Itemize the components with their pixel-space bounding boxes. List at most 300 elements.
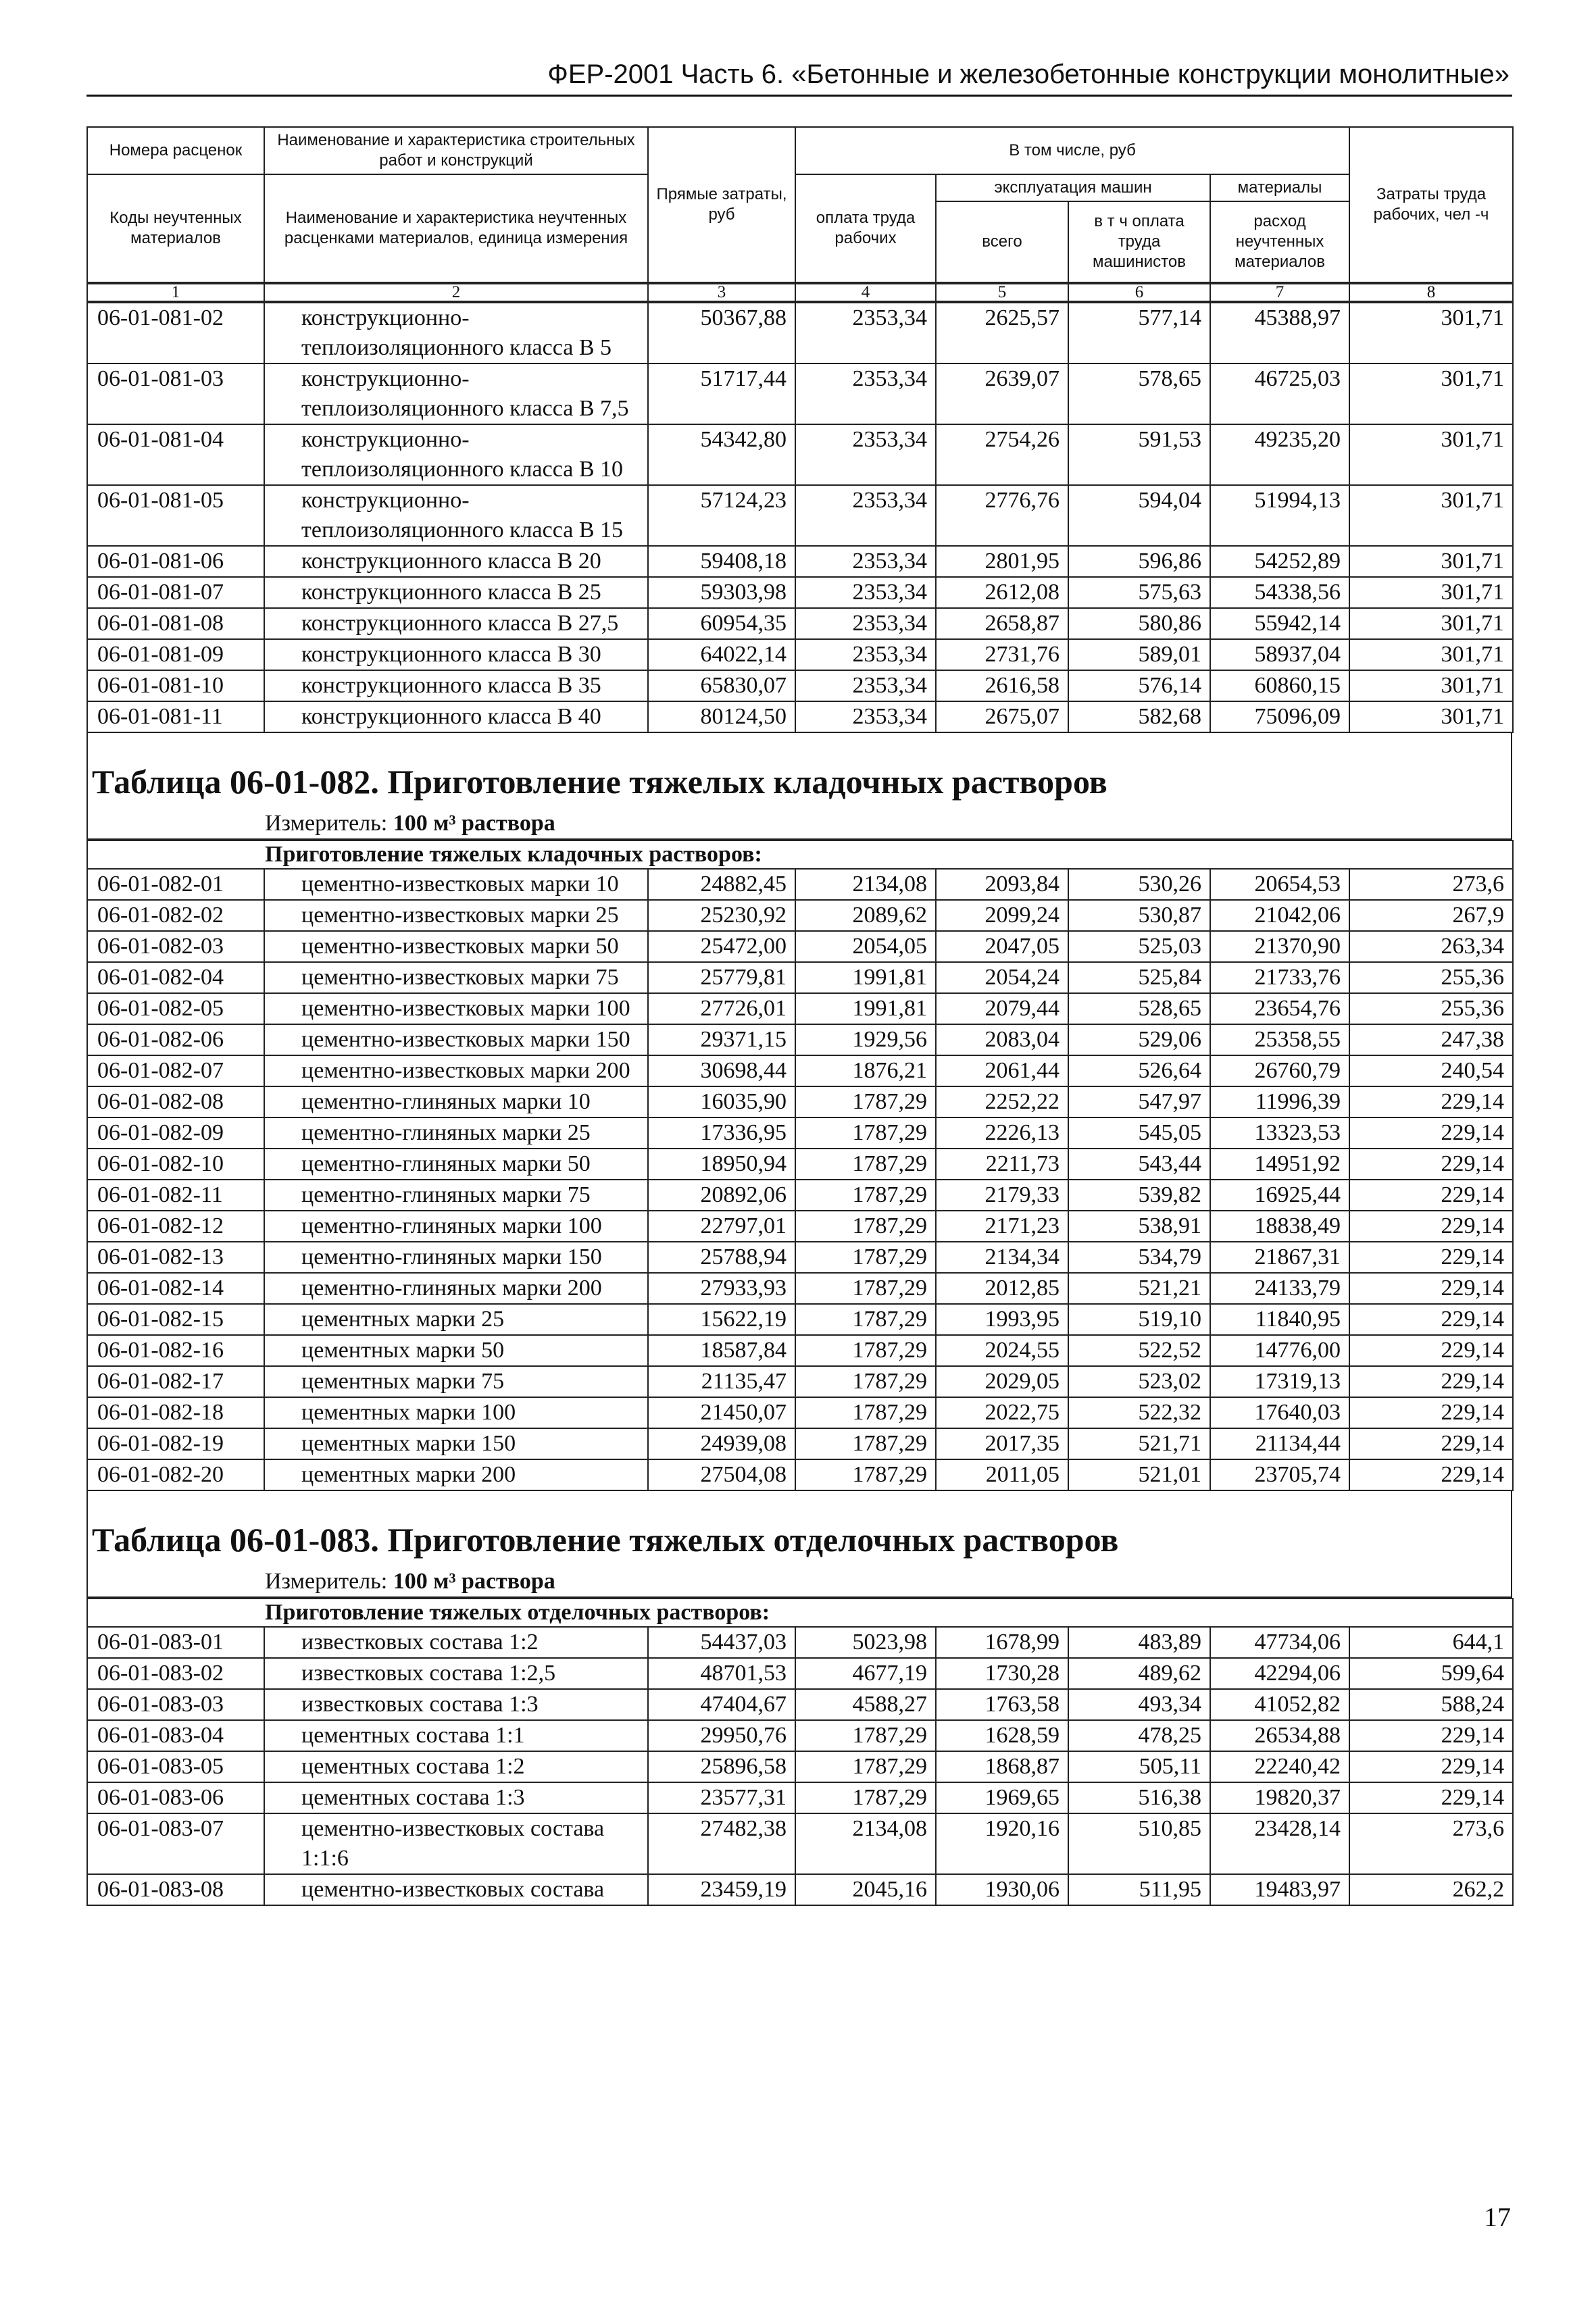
labor-cost: 229,14 xyxy=(1349,1304,1513,1335)
table-083-subheading: Приготовление тяжелых отделочных растворов: xyxy=(87,1599,1513,1627)
materials: 75096,09 xyxy=(1210,701,1349,732)
machinist-pay: 521,21 xyxy=(1068,1273,1210,1304)
labor-cost: 229,14 xyxy=(1349,1242,1513,1273)
direct-costs: 30698,44 xyxy=(648,1055,795,1086)
table-row xyxy=(87,1024,1513,1055)
machinist-pay: 523,02 xyxy=(1068,1366,1210,1397)
labor-cost: 229,14 xyxy=(1349,1751,1513,1782)
direct-costs: 18587,84 xyxy=(648,1335,795,1366)
materials: 25358,55 xyxy=(1210,1024,1349,1055)
work-name: конструкционного класса В 20 xyxy=(264,546,648,577)
direct-costs: 51717,44 xyxy=(648,363,795,424)
labor-pay: 1787,29 xyxy=(795,1086,936,1117)
work-name: цементно-известковых марки 10 xyxy=(264,869,648,900)
unit-prefix: Измеритель: xyxy=(265,811,393,836)
labor-pay: 1787,29 xyxy=(795,1397,936,1428)
direct-costs: 54437,03 xyxy=(648,1627,795,1658)
machinist-pay: 539,82 xyxy=(1068,1180,1210,1211)
machine-total: 2171,23 xyxy=(936,1211,1068,1242)
rate-code: 06-01-081-05 xyxy=(87,485,264,546)
table-082-section xyxy=(86,733,1512,840)
machine-total: 1763,58 xyxy=(936,1689,1068,1720)
labor-pay: 2089,62 xyxy=(795,900,936,931)
direct-costs: 57124,23 xyxy=(648,485,795,546)
table-row xyxy=(87,1304,1513,1335)
work-name: цементно-известковых состава xyxy=(264,1874,648,1905)
labor-pay: 1787,29 xyxy=(795,1180,936,1211)
labor-pay: 1787,29 xyxy=(795,1751,936,1782)
rates-table-082-body xyxy=(87,869,1513,1490)
direct-costs: 25472,00 xyxy=(648,931,795,962)
labor-cost: 229,14 xyxy=(1349,1273,1513,1304)
labor-pay: 1787,29 xyxy=(795,1304,936,1335)
header-in-total: В том числе, руб xyxy=(795,127,1349,174)
direct-costs: 80124,50 xyxy=(648,701,795,732)
table-row xyxy=(87,1211,1513,1242)
machine-total: 2801,95 xyxy=(936,546,1068,577)
rate-code: 06-01-082-07 xyxy=(87,1055,264,1086)
header-machinist-pay: в т ч оплата труда машинистов xyxy=(1068,201,1210,282)
table-row xyxy=(87,1273,1513,1304)
machinist-pay: 594,04 xyxy=(1068,485,1210,546)
direct-costs: 27933,93 xyxy=(648,1273,795,1304)
machine-total: 1628,59 xyxy=(936,1720,1068,1751)
work-name: конструкционно-теплоизоляционного класса В 10 xyxy=(264,424,648,485)
rate-code: 06-01-081-06 xyxy=(87,546,264,577)
labor-cost: 301,71 xyxy=(1349,608,1513,639)
table-row xyxy=(87,931,1513,962)
labor-pay: 1787,29 xyxy=(795,1211,936,1242)
rate-code: 06-01-082-10 xyxy=(87,1149,264,1180)
rate-code: 06-01-081-07 xyxy=(87,577,264,608)
labor-cost: 229,14 xyxy=(1349,1782,1513,1813)
direct-costs: 25779,81 xyxy=(648,962,795,993)
table-row xyxy=(87,1689,1513,1720)
header-name-bottom: Наименование и характеристика неучтенных расценками материалов, единица измерения xyxy=(264,174,648,282)
materials: 17640,03 xyxy=(1210,1397,1349,1428)
machine-total: 2776,76 xyxy=(936,485,1068,546)
table-row xyxy=(87,1627,1513,1658)
rate-code: 06-01-083-04 xyxy=(87,1720,264,1751)
table-row xyxy=(87,1813,1513,1874)
materials: 41052,82 xyxy=(1210,1689,1349,1720)
materials: 21733,76 xyxy=(1210,962,1349,993)
labor-cost: 229,14 xyxy=(1349,1459,1513,1490)
table-083-unit xyxy=(88,1567,1511,1598)
labor-cost: 301,71 xyxy=(1349,701,1513,732)
work-name: цементных состава 1:3 xyxy=(264,1782,648,1813)
direct-costs: 29950,76 xyxy=(648,1720,795,1751)
table-row xyxy=(87,1751,1513,1782)
labor-cost: 255,36 xyxy=(1349,993,1513,1024)
column-number: 2 xyxy=(264,284,648,301)
labor-pay: 1787,29 xyxy=(795,1117,936,1149)
direct-costs: 64022,14 xyxy=(648,639,795,670)
rates-table-082 xyxy=(86,840,1514,1491)
table-row xyxy=(87,1180,1513,1211)
labor-cost: 262,2 xyxy=(1349,1874,1513,1905)
machine-total: 2179,33 xyxy=(936,1180,1068,1211)
labor-cost: 247,38 xyxy=(1349,1024,1513,1055)
materials: 11996,39 xyxy=(1210,1086,1349,1117)
rate-code: 06-01-082-18 xyxy=(87,1397,264,1428)
labor-cost: 267,9 xyxy=(1349,900,1513,931)
rates-table-081-body xyxy=(87,303,1513,732)
machinist-pay: 589,01 xyxy=(1068,639,1210,670)
materials: 22240,42 xyxy=(1210,1751,1349,1782)
materials: 21370,90 xyxy=(1210,931,1349,962)
work-name: цементно-известковых марки 100 xyxy=(264,993,648,1024)
work-name: известковых состава 1:2,5 xyxy=(264,1658,648,1689)
work-name: цементных марки 200 xyxy=(264,1459,648,1490)
labor-pay: 2134,08 xyxy=(795,869,936,900)
table-row xyxy=(87,1086,1513,1117)
materials: 42294,06 xyxy=(1210,1658,1349,1689)
machine-total: 2022,75 xyxy=(936,1397,1068,1428)
work-name: конструкционно-теплоизоляционного класса В 5 xyxy=(264,303,648,363)
machinist-pay: 505,11 xyxy=(1068,1751,1210,1782)
machine-total: 2625,57 xyxy=(936,303,1068,363)
table-row xyxy=(87,303,1513,363)
column-number: 4 xyxy=(795,284,936,301)
labor-pay: 2353,34 xyxy=(795,701,936,732)
table-row xyxy=(87,1335,1513,1366)
machine-total: 2012,85 xyxy=(936,1273,1068,1304)
machinist-pay: 530,26 xyxy=(1068,869,1210,900)
labor-pay: 1787,29 xyxy=(795,1428,936,1459)
table-row xyxy=(87,577,1513,608)
table-row xyxy=(87,1117,1513,1149)
header-labor-pay: оплата труда рабочих xyxy=(795,174,936,282)
materials: 23654,76 xyxy=(1210,993,1349,1024)
labor-pay: 1787,29 xyxy=(795,1273,936,1304)
work-name: цементных марки 75 xyxy=(264,1366,648,1397)
machine-total: 2612,08 xyxy=(936,577,1068,608)
table-row xyxy=(87,639,1513,670)
work-name: конструкционного класса В 30 xyxy=(264,639,648,670)
work-name: конструкционного класса В 35 xyxy=(264,670,648,701)
work-name: цементно-глиняных марки 75 xyxy=(264,1180,648,1211)
machine-total: 2099,24 xyxy=(936,900,1068,931)
table-row xyxy=(87,424,1513,485)
table-row xyxy=(87,546,1513,577)
direct-costs: 18950,94 xyxy=(648,1149,795,1180)
machine-total: 2011,05 xyxy=(936,1459,1068,1490)
table-082-subheading: Приготовление тяжелых кладочных растворов: xyxy=(87,840,1513,869)
work-name: цементно-известковых марки 200 xyxy=(264,1055,648,1086)
rates-table-083 xyxy=(86,1598,1514,1906)
column-header-table xyxy=(86,126,1514,283)
machinist-pay: 545,05 xyxy=(1068,1117,1210,1149)
table-row xyxy=(87,1874,1513,1905)
direct-costs: 47404,67 xyxy=(648,1689,795,1720)
header-codes-bottom: Коды неучтенных материалов xyxy=(87,174,264,282)
machinist-pay: 577,14 xyxy=(1068,303,1210,363)
table-082-title: Таблица 06-01-082. Приготовление тяжелых кладочных растворов xyxy=(92,763,1107,801)
machine-total: 2047,05 xyxy=(936,931,1068,962)
labor-cost: 599,64 xyxy=(1349,1658,1513,1689)
machinist-pay: 483,89 xyxy=(1068,1627,1210,1658)
rate-code: 06-01-082-16 xyxy=(87,1335,264,1366)
machinist-pay: 526,64 xyxy=(1068,1055,1210,1086)
labor-cost: 273,6 xyxy=(1349,869,1513,900)
direct-costs: 25230,92 xyxy=(648,900,795,931)
header-machine-total: всего xyxy=(936,201,1068,282)
direct-costs: 23577,31 xyxy=(648,1782,795,1813)
column-number: 3 xyxy=(648,284,795,301)
labor-pay: 2353,34 xyxy=(795,639,936,670)
machine-total: 2616,58 xyxy=(936,670,1068,701)
rate-code: 06-01-083-01 xyxy=(87,1627,264,1658)
machine-total: 2017,35 xyxy=(936,1428,1068,1459)
direct-costs: 65830,07 xyxy=(648,670,795,701)
direct-costs: 25788,94 xyxy=(648,1242,795,1273)
machine-total: 2754,26 xyxy=(936,424,1068,485)
labor-cost: 301,71 xyxy=(1349,424,1513,485)
table-row xyxy=(87,363,1513,424)
machine-total: 2226,13 xyxy=(936,1117,1068,1149)
direct-costs: 29371,15 xyxy=(648,1024,795,1055)
machine-total: 2061,44 xyxy=(936,1055,1068,1086)
header-material-consumption: расход неучтенных материалов xyxy=(1210,201,1349,282)
work-name: цементно-известковых марки 150 xyxy=(264,1024,648,1055)
materials: 51994,13 xyxy=(1210,485,1349,546)
direct-costs: 54342,80 xyxy=(648,424,795,485)
materials: 13323,53 xyxy=(1210,1117,1349,1149)
column-number: 7 xyxy=(1210,284,1349,301)
table-row xyxy=(87,1366,1513,1397)
labor-cost: 301,71 xyxy=(1349,546,1513,577)
rate-code: 06-01-082-13 xyxy=(87,1242,264,1273)
labor-pay: 4677,19 xyxy=(795,1658,936,1689)
materials: 54252,89 xyxy=(1210,546,1349,577)
labor-pay: 1787,29 xyxy=(795,1335,936,1366)
labor-pay: 1787,29 xyxy=(795,1782,936,1813)
machinist-pay: 516,38 xyxy=(1068,1782,1210,1813)
direct-costs: 59303,98 xyxy=(648,577,795,608)
direct-costs: 25896,58 xyxy=(648,1751,795,1782)
machine-total: 1678,99 xyxy=(936,1627,1068,1658)
machine-total: 2658,87 xyxy=(936,608,1068,639)
machinist-pay: 478,25 xyxy=(1068,1720,1210,1751)
rate-code: 06-01-083-03 xyxy=(87,1689,264,1720)
machinist-pay: 576,14 xyxy=(1068,670,1210,701)
table-row xyxy=(87,1397,1513,1428)
labor-pay: 1787,29 xyxy=(795,1720,936,1751)
work-name: цементно-глиняных марки 50 xyxy=(264,1149,648,1180)
labor-cost: 301,71 xyxy=(1349,363,1513,424)
direct-costs: 20892,06 xyxy=(648,1180,795,1211)
work-name: цементных состава 1:2 xyxy=(264,1751,648,1782)
rate-code: 06-01-081-08 xyxy=(87,608,264,639)
table-083-section xyxy=(86,1491,1512,1598)
labor-pay: 2353,34 xyxy=(795,485,936,546)
header-direct-costs: Прямые затраты, руб xyxy=(648,127,795,282)
materials: 55942,14 xyxy=(1210,608,1349,639)
materials: 19820,37 xyxy=(1210,1782,1349,1813)
rate-code: 06-01-082-14 xyxy=(87,1273,264,1304)
materials: 17319,13 xyxy=(1210,1366,1349,1397)
table-row xyxy=(87,701,1513,732)
table-row xyxy=(87,1242,1513,1273)
work-name: конструкционного класса В 27,5 xyxy=(264,608,648,639)
materials: 60860,15 xyxy=(1210,670,1349,701)
rate-code: 06-01-081-03 xyxy=(87,363,264,424)
machine-total: 1993,95 xyxy=(936,1304,1068,1335)
work-name: цементно-глиняных марки 150 xyxy=(264,1242,648,1273)
running-header: ФЕР-2001 Часть 6. «Бетонные и железобетонные конструкции монолитные» xyxy=(86,54,1512,97)
rate-code: 06-01-083-08 xyxy=(87,1874,264,1905)
direct-costs: 23459,19 xyxy=(648,1874,795,1905)
labor-cost: 229,14 xyxy=(1349,1366,1513,1397)
machine-total: 2731,76 xyxy=(936,639,1068,670)
column-number: 5 xyxy=(936,284,1068,301)
rate-code: 06-01-082-12 xyxy=(87,1211,264,1242)
labor-pay: 1787,29 xyxy=(795,1459,936,1490)
labor-cost: 229,14 xyxy=(1349,1180,1513,1211)
work-name: цементных марки 25 xyxy=(264,1304,648,1335)
labor-pay: 2353,34 xyxy=(795,303,936,363)
machinist-pay: 580,86 xyxy=(1068,608,1210,639)
materials: 21867,31 xyxy=(1210,1242,1349,1273)
machinist-pay: 522,32 xyxy=(1068,1397,1210,1428)
machine-total: 2054,24 xyxy=(936,962,1068,993)
rate-code: 06-01-082-20 xyxy=(87,1459,264,1490)
machine-total: 2093,84 xyxy=(936,869,1068,900)
machinist-pay: 511,95 xyxy=(1068,1874,1210,1905)
materials: 18838,49 xyxy=(1210,1211,1349,1242)
rate-code: 06-01-083-05 xyxy=(87,1751,264,1782)
machinist-pay: 529,06 xyxy=(1068,1024,1210,1055)
work-name: цементных марки 100 xyxy=(264,1397,648,1428)
table-row xyxy=(87,1055,1513,1086)
machinist-pay: 525,03 xyxy=(1068,931,1210,962)
materials: 49235,20 xyxy=(1210,424,1349,485)
work-name: цементно-глиняных марки 25 xyxy=(264,1117,648,1149)
machinist-pay: 522,52 xyxy=(1068,1335,1210,1366)
table-082-subheading-row xyxy=(87,840,1513,869)
page-number: 17 xyxy=(1484,2202,1511,2232)
machine-total: 1920,16 xyxy=(936,1813,1068,1874)
direct-costs: 16035,90 xyxy=(648,1086,795,1117)
labor-pay: 2134,08 xyxy=(795,1813,936,1874)
table-row xyxy=(87,670,1513,701)
materials: 21042,06 xyxy=(1210,900,1349,931)
labor-pay: 2353,34 xyxy=(795,424,936,485)
rate-code: 06-01-083-06 xyxy=(87,1782,264,1813)
work-name: цементных состава 1:1 xyxy=(264,1720,648,1751)
machinist-pay: 521,71 xyxy=(1068,1428,1210,1459)
labor-cost: 229,14 xyxy=(1349,1086,1513,1117)
labor-cost: 229,14 xyxy=(1349,1720,1513,1751)
machinist-pay: 538,91 xyxy=(1068,1211,1210,1242)
materials: 14951,92 xyxy=(1210,1149,1349,1180)
labor-cost: 229,14 xyxy=(1349,1117,1513,1149)
machine-total: 2252,22 xyxy=(936,1086,1068,1117)
rate-code: 06-01-081-02 xyxy=(87,303,264,363)
column-number: 6 xyxy=(1068,284,1210,301)
table-083-title: Таблица 06-01-083. Приготовление тяжелых отделочных растворов xyxy=(92,1521,1119,1559)
table-row xyxy=(87,900,1513,931)
labor-cost: 229,14 xyxy=(1349,1335,1513,1366)
unit-value: 100 м³ раствора xyxy=(393,811,555,836)
materials: 58937,04 xyxy=(1210,639,1349,670)
materials: 20654,53 xyxy=(1210,869,1349,900)
rate-code: 06-01-081-10 xyxy=(87,670,264,701)
machinist-pay: 528,65 xyxy=(1068,993,1210,1024)
work-name: цементно-известковых марки 50 xyxy=(264,931,648,962)
column-number-row xyxy=(86,283,1514,302)
labor-pay: 2353,34 xyxy=(795,577,936,608)
labor-cost: 229,14 xyxy=(1349,1397,1513,1428)
machine-total: 1868,87 xyxy=(936,1751,1068,1782)
work-name: цементно-глиняных марки 10 xyxy=(264,1086,648,1117)
table-row xyxy=(87,1428,1513,1459)
work-name: цементно-глиняных марки 200 xyxy=(264,1273,648,1304)
labor-pay: 4588,27 xyxy=(795,1689,936,1720)
labor-cost: 301,71 xyxy=(1349,577,1513,608)
table-row xyxy=(87,993,1513,1024)
materials: 16925,44 xyxy=(1210,1180,1349,1211)
unit-value: 100 м³ раствора xyxy=(393,1569,555,1594)
column-number: 1 xyxy=(87,284,264,301)
labor-pay: 1787,29 xyxy=(795,1242,936,1273)
machinist-pay: 493,34 xyxy=(1068,1689,1210,1720)
header-codes-top: Номера расценок xyxy=(87,127,264,174)
materials: 47734,06 xyxy=(1210,1627,1349,1658)
table-row xyxy=(87,1658,1513,1689)
labor-cost: 273,6 xyxy=(1349,1813,1513,1874)
materials: 19483,97 xyxy=(1210,1874,1349,1905)
machine-total: 1730,28 xyxy=(936,1658,1068,1689)
rate-code: 06-01-081-11 xyxy=(87,701,264,732)
work-name: цементно-глиняных марки 100 xyxy=(264,1211,648,1242)
column-number: 8 xyxy=(1349,284,1513,301)
machine-total: 2079,44 xyxy=(936,993,1068,1024)
labor-cost: 301,71 xyxy=(1349,485,1513,546)
work-name: цементно-известковых состава 1:1:6 xyxy=(264,1813,648,1874)
machinist-pay: 596,86 xyxy=(1068,546,1210,577)
materials: 21134,44 xyxy=(1210,1428,1349,1459)
rate-code: 06-01-082-15 xyxy=(87,1304,264,1335)
machine-total: 2083,04 xyxy=(936,1024,1068,1055)
labor-pay: 2353,34 xyxy=(795,546,936,577)
machinist-pay: 525,84 xyxy=(1068,962,1210,993)
work-name: цементных марки 150 xyxy=(264,1428,648,1459)
rate-code: 06-01-082-01 xyxy=(87,869,264,900)
materials: 26760,79 xyxy=(1210,1055,1349,1086)
direct-costs: 50367,88 xyxy=(648,303,795,363)
machinist-pay: 575,63 xyxy=(1068,577,1210,608)
table-row xyxy=(87,1459,1513,1490)
rate-code: 06-01-082-02 xyxy=(87,900,264,931)
materials: 14776,00 xyxy=(1210,1335,1349,1366)
work-name: конструкционно-теплоизоляционного класса В 7,5 xyxy=(264,363,648,424)
direct-costs: 17336,95 xyxy=(648,1117,795,1149)
unit-prefix: Измеритель: xyxy=(265,1569,393,1594)
machine-total: 2024,55 xyxy=(936,1335,1068,1366)
direct-costs: 27482,38 xyxy=(648,1813,795,1874)
machine-total: 2029,05 xyxy=(936,1366,1068,1397)
direct-costs: 22797,01 xyxy=(648,1211,795,1242)
direct-costs: 21450,07 xyxy=(648,1397,795,1428)
machinist-pay: 521,01 xyxy=(1068,1459,1210,1490)
rate-code: 06-01-082-11 xyxy=(87,1180,264,1211)
labor-pay: 1991,81 xyxy=(795,993,936,1024)
materials: 46725,03 xyxy=(1210,363,1349,424)
header-materials: материалы xyxy=(1210,174,1349,201)
machinist-pay: 582,68 xyxy=(1068,701,1210,732)
